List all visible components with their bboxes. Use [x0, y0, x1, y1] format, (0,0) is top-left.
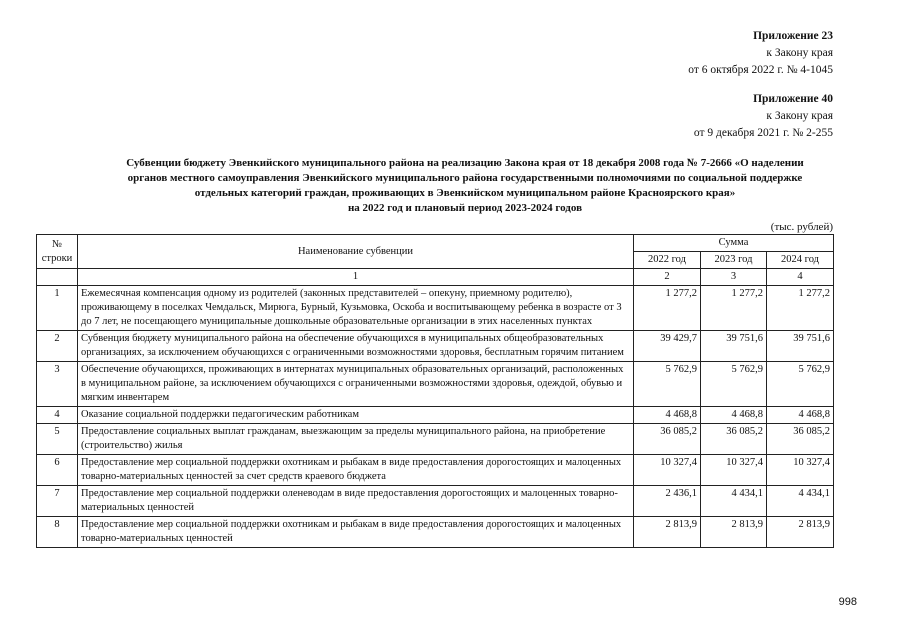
subvention-name-cell: Оказание социальной поддержки педагогическим работникам [78, 407, 634, 424]
subvention-name-cell: Ежемесячная компенсация одному из родителей (законных представителей – опекуну, приемному родителю), проживающему в поселках Чемдальск, Мирюга, Бурный, Кузьмовка, Оскоба и воспитывающему ребенка в возрасте от 3 до 7 лет, не посещающего муниципальные дошкольные образовательные организации в этих населенных пунктах [78, 286, 634, 331]
amount-2024-cell: 2 813,9 [767, 517, 834, 548]
amount-2022-cell: 39 429,7 [634, 331, 701, 362]
amount-2023-cell: 39 751,6 [701, 331, 767, 362]
appendix-title: Приложение 23 [753, 30, 833, 42]
header-year-2023: 2023 год [701, 252, 767, 269]
row-number-cell: 3 [37, 362, 78, 407]
row-number-cell: 2 [37, 331, 78, 362]
title-line: отдельных категорий граждан, проживающих в Эвенкийском муниципальном районе Красноярского края» [194, 187, 736, 199]
row-number-cell: 6 [37, 455, 78, 486]
subvention-name-cell: Предоставление мер социальной поддержки охотникам и рыбакам в виде предоставления дорогостоящих и малоценных товарно-материальных ценностей за счет средств краевого бюджета [78, 455, 634, 486]
amount-2024-cell: 4 468,8 [767, 407, 834, 424]
amount-2023-cell: 2 813,9 [701, 517, 767, 548]
amount-2023-cell: 1 277,2 [701, 286, 767, 331]
amount-2023-cell: 36 085,2 [701, 424, 767, 455]
amount-2023-cell: 4 468,8 [701, 407, 767, 424]
subvention-name-cell: Обеспечение обучающихся, проживающих в интернатах муниципальных образовательных организаций, расположенных в муниципальном районе, за исключением обучающихся с ограниченными возможностями здоровья, одеждой, обувью и мягким инвентарем [78, 362, 634, 407]
appendix-law-date: от 9 декабря 2021 г. № 2-255 [693, 127, 833, 139]
row-number-cell: 1 [37, 286, 78, 331]
appendix-40-block [694, 91, 833, 142]
appendix-law-ref: к Закону края [766, 110, 833, 122]
amount-2024-cell: 39 751,6 [767, 331, 834, 362]
title-line: органов местного самоуправления Эвенкийского муниципального района государственными полномочиями по социальной поддержке [127, 172, 803, 184]
amount-2024-cell: 10 327,4 [767, 455, 834, 486]
amount-2022-cell: 4 468,8 [634, 407, 701, 424]
row-number-cell: 8 [37, 517, 78, 548]
table-row [37, 486, 834, 517]
table-row [37, 286, 834, 331]
table-row [37, 362, 834, 407]
subvention-name-cell: Предоставление мер социальной поддержки охотникам и рыбакам в виде предоставления дорогостоящих и малоценных товарно-материальных ценностей [78, 517, 634, 548]
subvention-name-cell: Субвенция бюджету муниципального района на обеспечение обучающихся в муниципальных общеобразовательных организациях, за исключением обучающихся с ограниченными возможностями здоровья, бесплатным горячим питанием [78, 331, 634, 362]
header-row-number: № строки [37, 235, 78, 269]
header-subvention-name: Наименование субвенции [78, 235, 634, 269]
table-row [37, 331, 834, 362]
header-year-2022: 2022 год [634, 252, 701, 269]
subvention-name-cell: Предоставление мер социальной поддержки оленеводам в виде предоставления дорогостоящих и малоценных товарно-материальных ценностей [78, 486, 634, 517]
amount-2023-cell: 10 327,4 [701, 455, 767, 486]
header-year-2024: 2024 год [767, 252, 834, 269]
row-number-cell: 4 [37, 407, 78, 424]
appendix-law-ref: к Закону края [766, 47, 833, 59]
appendix-23-block [688, 28, 833, 79]
document-title [100, 156, 830, 216]
amount-2024-cell: 5 762,9 [767, 362, 834, 407]
row-number-cell: 7 [37, 486, 78, 517]
table-row [37, 424, 834, 455]
amount-2024-cell: 36 085,2 [767, 424, 834, 455]
page-number: 998 [838, 596, 857, 608]
header-index-2: 2 [634, 269, 701, 286]
title-line: на 2022 год и плановый период 2023-2024 годов [347, 202, 583, 214]
amount-2022-cell: 2 813,9 [634, 517, 701, 548]
table-row [37, 455, 834, 486]
subventions-table [36, 234, 834, 548]
header-index-4: 4 [767, 269, 834, 286]
amount-2022-cell: 5 762,9 [634, 362, 701, 407]
table-body [37, 286, 834, 548]
header-index-empty [37, 269, 78, 286]
appendix-title: Приложение 40 [753, 93, 833, 105]
header-index-3: 3 [701, 269, 767, 286]
table-row [37, 407, 834, 424]
amount-2022-cell: 1 277,2 [634, 286, 701, 331]
table-row [37, 517, 834, 548]
amount-2024-cell: 1 277,2 [767, 286, 834, 331]
appendix-law-date: от 6 октября 2022 г. № 4-1045 [688, 64, 833, 76]
amount-2022-cell: 2 436,1 [634, 486, 701, 517]
amount-2023-cell: 5 762,9 [701, 362, 767, 407]
amount-2023-cell: 4 434,1 [701, 486, 767, 517]
amount-2022-cell: 36 085,2 [634, 424, 701, 455]
header-sum: Сумма [634, 235, 834, 252]
row-number-cell: 5 [37, 424, 78, 455]
units-label: (тыс. рублей) [770, 221, 833, 233]
amount-2024-cell: 4 434,1 [767, 486, 834, 517]
title-line: Субвенции бюджету Эвенкийского муниципального района на реализацию Закона края от 18 декабря 2008 года № 7-2666 «О наделении [126, 157, 804, 169]
subvention-name-cell: Предоставление социальных выплат гражданам, выезжающим за пределы муниципального района, на приобретение (строительство) жилья [78, 424, 634, 455]
header-index-1: 1 [78, 269, 634, 286]
amount-2022-cell: 10 327,4 [634, 455, 701, 486]
